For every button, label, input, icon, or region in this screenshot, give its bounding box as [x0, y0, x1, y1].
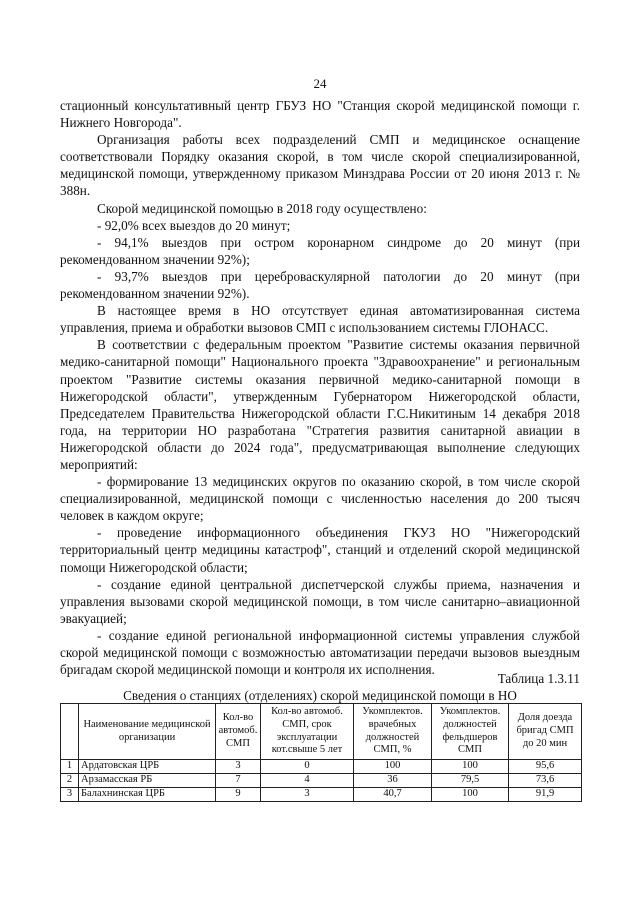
row-number: 1	[61, 760, 79, 774]
paragraph: стационный консультативный центр ГБУЗ НО "Станция скорой медицинской помощи г. Нижнего Новгорода".	[60, 98, 580, 131]
header-vehicles: Кол-во автомоб. СМП	[216, 704, 261, 760]
paragraph: В настоящее время в НО отсутствует единая автоматизированная система управления, приема и обработки вызовов СМП с использованием системы ГЛОНАСС.	[60, 303, 580, 336]
vehicles-count: 3	[216, 760, 261, 774]
vehicles-count: 9	[216, 788, 261, 802]
row-number: 3	[61, 788, 79, 802]
table-row	[61, 788, 582, 802]
table-row	[61, 774, 582, 788]
list-item: - создание единой центральной диспетчерской службы приема, назначения и управления вызовами скорой медицинской помощи, в том числе санитарно–авиационной эвакуацией;	[60, 576, 580, 626]
header-doctor-staffing: Укомплектов. врачебных должностей СМП, %	[354, 704, 432, 760]
header-arrival-share: Доля доезда бригад СМП до 20 мин	[509, 704, 582, 760]
row-number: 2	[61, 774, 79, 788]
page-number: 24	[313, 76, 327, 91]
list-item: - 93,7% выездов при цереброваскулярной патологии до 20 минут (при рекомендованном значении 92%).	[60, 268, 580, 302]
old-vehicles-count: 0	[261, 760, 354, 774]
table-row	[61, 760, 582, 774]
table-header-row	[61, 704, 582, 760]
arrival-share: 73,6	[509, 774, 582, 788]
stations-table	[60, 703, 582, 802]
list-item: - 94,1% выездов при остром коронарном синдроме до 20 минут (при рекомендованном значении 92%);	[60, 234, 580, 267]
table-caption: Таблица 1.3.11	[497, 671, 580, 686]
body-text	[60, 97, 580, 678]
list-item: - 92,0% всех выездов до 20 минут;	[97, 217, 291, 233]
paragraph: В соответствии с федеральным проектом "Развитие системы оказания первичной медико-санитарной помощи" Национального проекта "Здравоохранение" и региональным проектом "Развитие системы оказания первичной медико-санитарной помощи в Нижегородской области", утвержденным Губернатором Нижегородской области, Председателем Правительства Нижегородской области Г.С.Никитиным 14 декабря 2018 года, на территории НО разработана "Стратегия развития санитарной авиации в Нижегородской области до 2024 года", предусматривающая выполнение следующих мероприятий:	[60, 337, 580, 472]
list-item: - создание единой региональной информационной системы управления службой скорой медицинской помощи с возможностью автоматизации передачи вызовов выездным бригадам скорой медицинской помощи и контроля их исполнения.	[60, 627, 580, 678]
vehicles-count: 7	[216, 774, 261, 788]
paragraph: Организация работы всех подразделений СМП и медицинское оснащение соответствовали Порядку оказания скорой, в том числе скорой специализированной, медицинской помощи, утвержденному приказом Минздрава России от 20 июня 2013 г. № 388н.	[60, 132, 580, 199]
header-number	[61, 704, 79, 760]
doctor-staffing: 40,7	[354, 788, 432, 802]
arrival-share: 91,9	[509, 788, 582, 802]
list-item: - формирование 13 медицинских округов по оказанию скорой, в том числе скорой специализированной, медицинской помощи с численностью населения до 200 тысяч человек в каждом округе;	[60, 474, 580, 524]
paramedic-staffing: 79,5	[432, 774, 509, 788]
header-old-vehicles: Кол-во автомоб. СМП, срок эксплуатации кот.свыше 5 лет	[261, 704, 354, 760]
header-organization: Наименование медицинской организации	[79, 704, 216, 760]
paragraph: Скорой медицинской помощью в 2018 году осуществлено:	[97, 200, 427, 216]
old-vehicles-count: 3	[261, 788, 354, 802]
organization-name: Арзамасская РБ	[79, 774, 216, 788]
arrival-share: 95,6	[509, 760, 582, 774]
old-vehicles-count: 4	[261, 774, 354, 788]
list-item: - проведение информационного объединения ГКУЗ НО "Нижегородский территориальный центр медицины катастроф", станций и отделений скорой медицинской помощи Нижегородской области;	[60, 525, 580, 575]
paramedic-staffing: 100	[432, 788, 509, 802]
header-paramedic-staffing: Укомплектов. должностей фельдшеров СМП	[432, 704, 509, 760]
organization-name: Ардатовская ЦРБ	[79, 760, 216, 774]
doctor-staffing: 36	[354, 774, 432, 788]
doctor-staffing: 100	[354, 760, 432, 774]
organization-name: Балахнинская ЦРБ	[79, 788, 216, 802]
table-title: Сведения о станциях (отделениях) скорой медицинской помощи в НО	[123, 688, 517, 703]
paramedic-staffing: 100	[432, 760, 509, 774]
